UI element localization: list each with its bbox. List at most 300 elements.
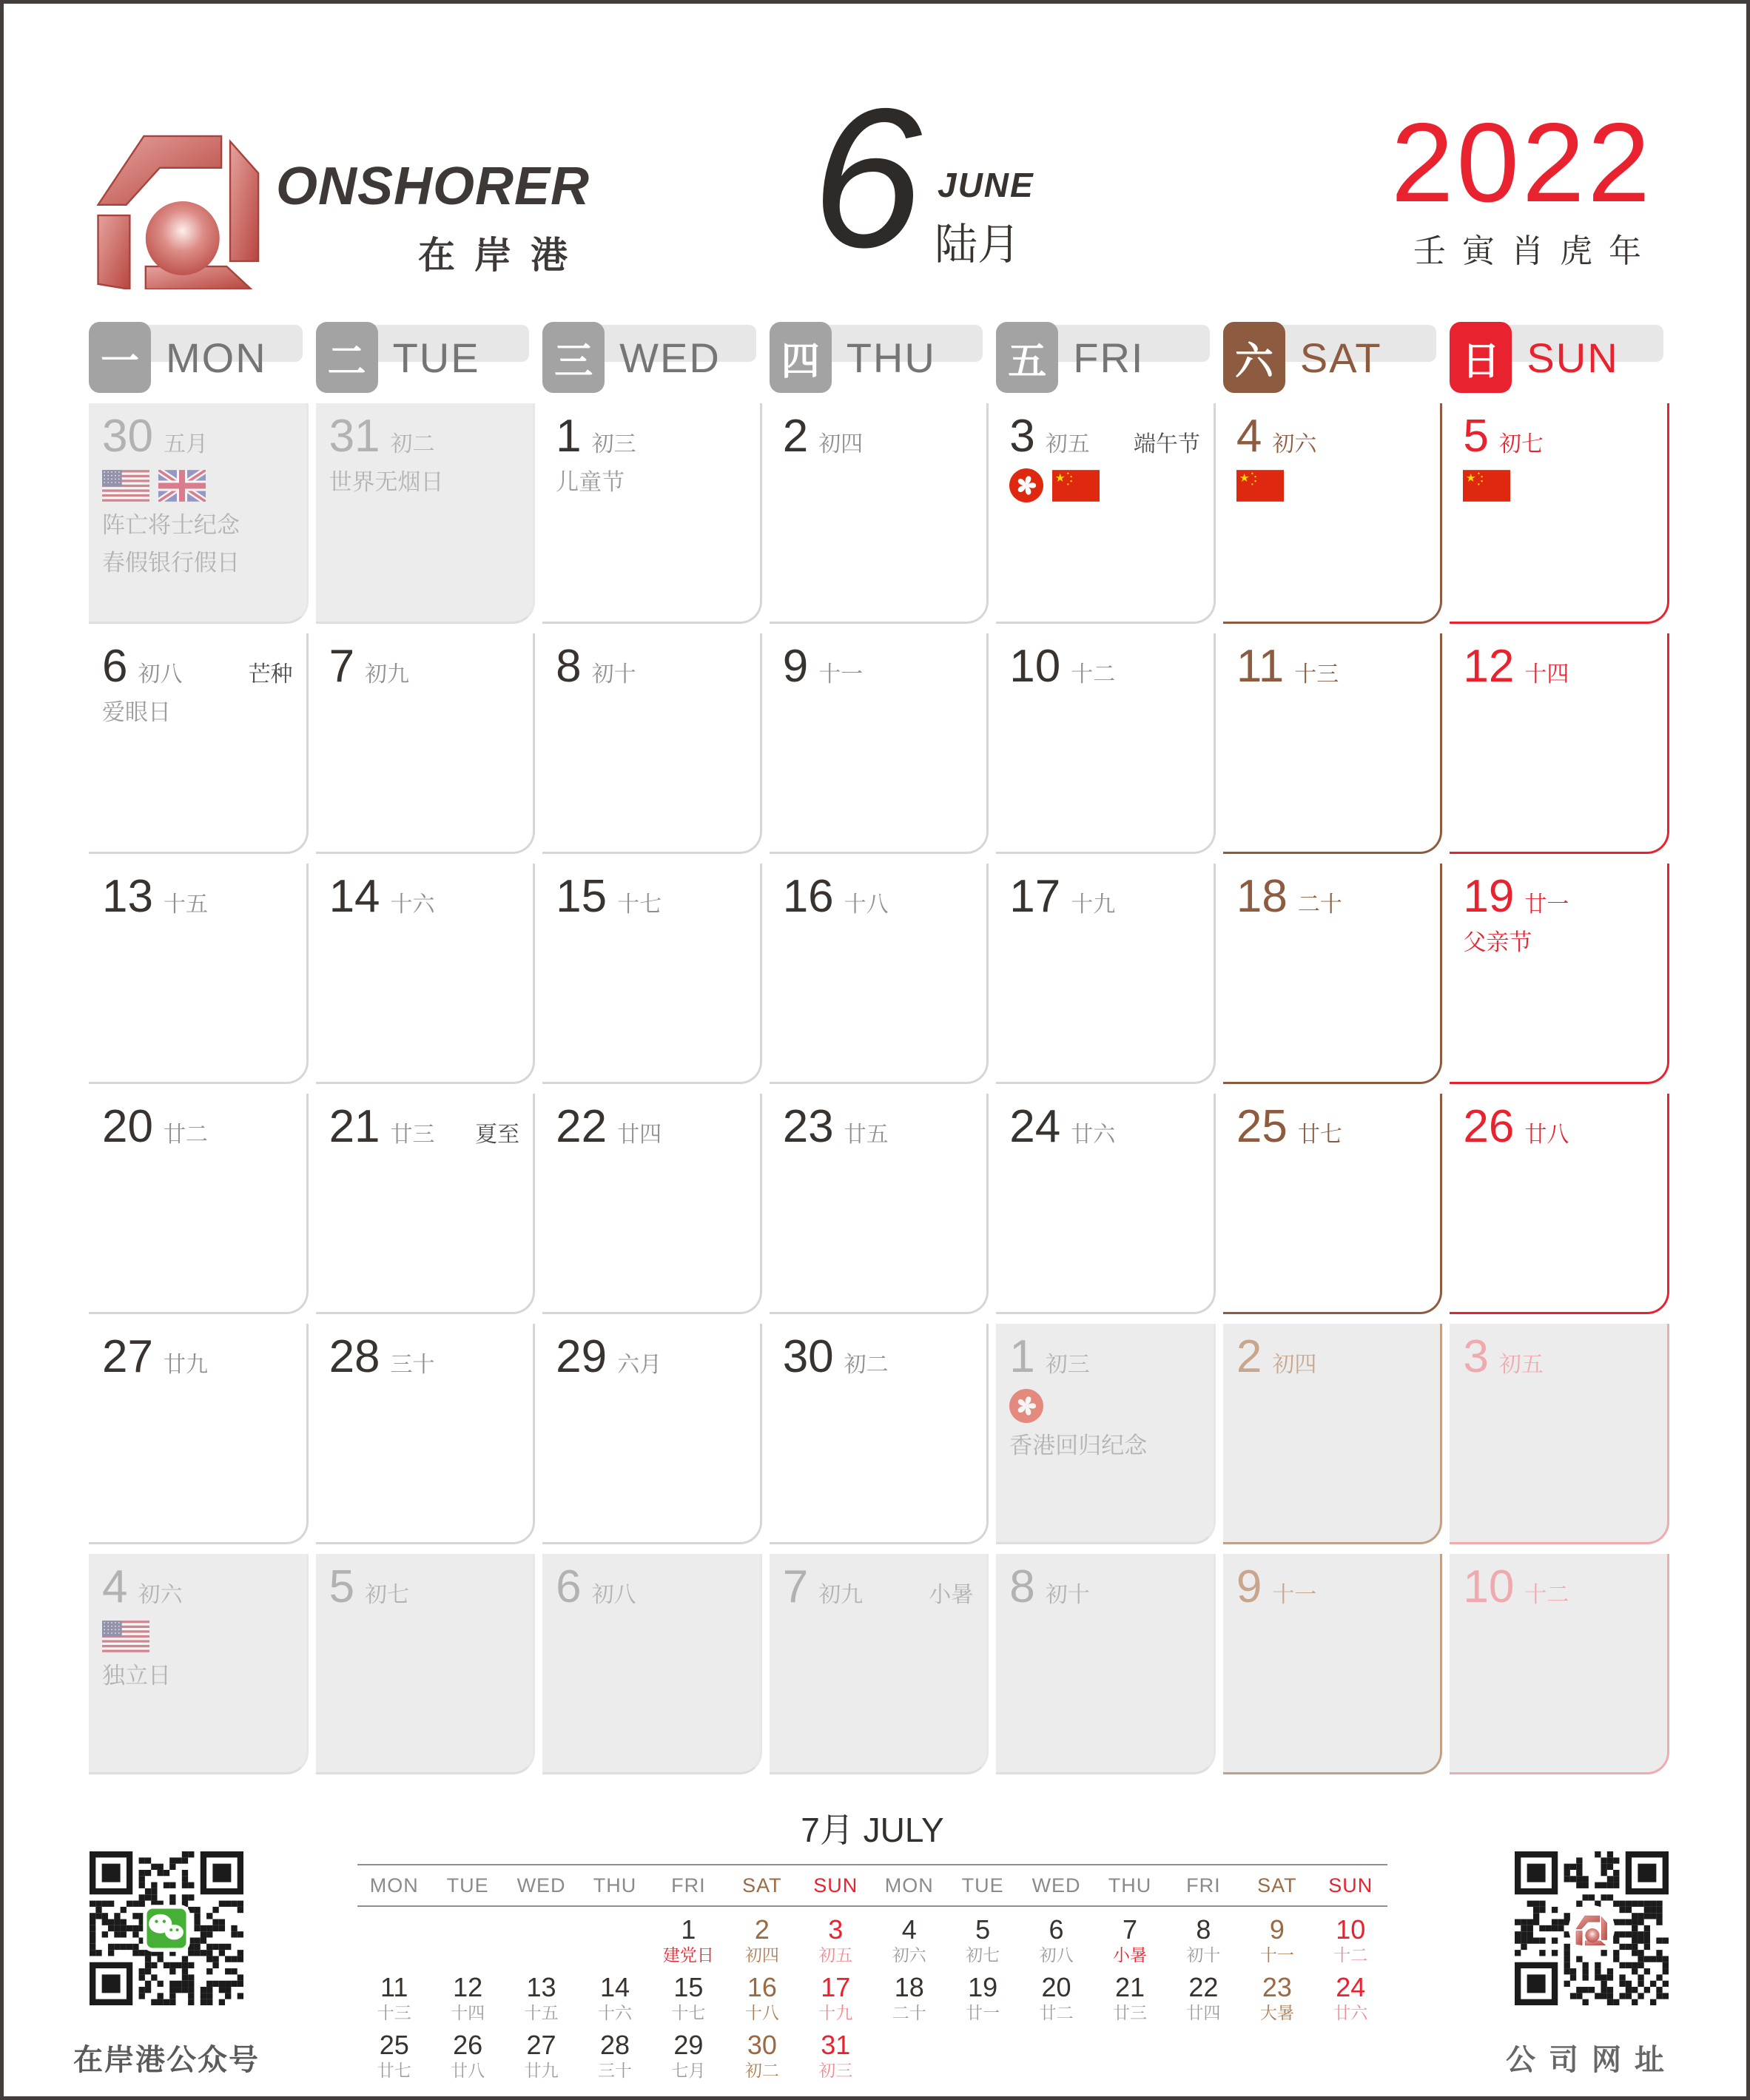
day-number: 3 [1009,411,1035,462]
mini-lunar-label: 十四 [451,2003,485,2022]
day-head [556,872,750,921]
mini-lunar-label: 大暑 [1259,2003,1294,2022]
day-number: 2 [1236,1331,1262,1382]
day-cell-10 [996,633,1216,854]
mini-day-number: 20 [1041,1972,1071,2002]
mini-day-cell-22 [1167,1971,1240,2028]
mini-day-number: 13 [526,1972,556,2002]
lunar-label: 初七 [1498,432,1544,457]
mini-calendar-row [357,2028,1387,2086]
mini-empty-cell [1240,2028,1313,2086]
day-head [1009,412,1203,460]
website-qr-image [1515,1851,1669,2005]
mini-lunar-label: 十五 [524,2003,559,2022]
mini-lunar-label: 初四 [744,1945,779,1965]
flag-row [1009,1388,1203,1424]
flag-row [1236,468,1430,503]
day-number: 27 [102,1331,153,1382]
holiday-label: 香港回归纪念 [1009,1433,1148,1459]
day-cell-12 [1450,633,1669,854]
mini-day-number: 11 [380,1972,408,2002]
day-head [1009,1333,1203,1381]
lunar-label: 初九 [818,1583,864,1607]
day-head [329,1103,523,1151]
day-number: 31 [329,411,380,462]
day-cell-1 [542,403,762,624]
mini-weekday-label: TUE [961,1874,1004,1897]
solar-term-label: 小暑 [929,1583,974,1607]
day-cell-14 [316,864,536,1084]
day-head [783,1103,977,1151]
day-cell-27 [89,1324,309,1544]
day-number: 9 [1236,1561,1262,1612]
day-cell-2 [1223,1324,1443,1544]
mini-day-cell-8 [1167,1913,1240,1971]
day-head [102,642,296,690]
mini-day-number: 21 [1114,1972,1145,2002]
day-cell-9 [770,633,989,854]
day-cell-31 [316,403,536,624]
day-cell-18 [1223,864,1443,1084]
day-cell-17 [996,864,1216,1084]
holiday-label: 阵亡将士纪念 [102,512,240,539]
mini-lunar-label: 初六 [892,1945,926,1965]
day-number: 29 [556,1331,608,1382]
mini-day-number: 2 [754,1914,770,1945]
day-cell-28 [316,1324,536,1544]
day-number: 25 [1236,1101,1288,1152]
lunar-label: 廿八 [1524,1123,1569,1147]
day-cell-13 [89,864,309,1084]
weekday-header-sat [1223,322,1443,393]
day-number: 4 [1236,411,1262,462]
day-cell-10 [1450,1554,1669,1774]
mini-calendar-row [357,1971,1387,2028]
mini-day-cell-4 [872,1913,946,1971]
weekday-label: SAT [1299,334,1382,381]
company-logo-icon [1569,1905,1615,1951]
mini-day-cell-12 [431,1971,504,2028]
month-number: 6 [812,67,923,289]
cn-flag-icon [1052,470,1100,502]
weekday-label: WED [619,334,721,381]
mini-weekday-label: MON [884,1874,934,1897]
weekday-label: THU [846,334,936,381]
day-number: 5 [329,1561,355,1612]
mini-weekday-label: SUN [1328,1874,1373,1897]
mini-day-cell-18 [872,1971,946,2028]
lunar-label: 十一 [818,662,864,687]
mini-day-cell-5 [946,1913,1019,1971]
mini-day-cell-10 [1314,1913,1387,1971]
mini-weekday-label: SAT [1257,1874,1297,1897]
mini-weekday-label: MON [369,1874,419,1897]
day-cell-21 [316,1094,536,1314]
wechat-qr-label: 在岸港公众号 [73,2044,260,2076]
mini-day-cell-30 [725,2028,798,2086]
day-cell-4 [1223,403,1443,624]
mini-day-number: 31 [821,2030,851,2060]
mini-day-number: 10 [1336,1914,1366,1945]
day-cell-5 [1450,403,1669,624]
day-number: 7 [329,641,355,692]
lunar-label: 初十 [1045,1583,1090,1607]
lunar-label: 初七 [365,1583,410,1607]
mini-weekday-label: FRI [671,1874,706,1897]
mini-day-cell-15 [652,1971,725,2028]
mini-day-cell-26 [431,2028,504,2086]
lunar-label: 初八 [138,662,183,687]
mini-lunar-label: 廿七 [377,2061,411,2080]
flag-row [102,1618,296,1654]
day-number: 21 [329,1101,380,1152]
lunar-label: 初五 [1045,432,1090,457]
mini-empty-cell [1093,2028,1166,2086]
day-cell-25 [1223,1094,1443,1314]
mini-empty-cell [946,2028,1019,2086]
lunar-label: 初三 [1045,1353,1090,1377]
day-number: 14 [329,871,380,922]
day-cell-30 [89,403,309,624]
day-number: 8 [556,641,582,692]
weekday-header-row [89,322,1669,393]
mini-lunar-label: 十七 [671,2003,706,2022]
lunar-label: 十八 [844,892,889,917]
lunar-label: 十六 [390,892,435,917]
day-head [1463,642,1657,690]
company-logo-icon [91,113,267,289]
weekday-cn-badge: 四 [770,322,832,393]
mini-day-cell-19 [946,1971,1019,2028]
holiday-label: 儿童节 [556,469,625,496]
day-head [329,1563,523,1611]
day-head [1463,872,1657,921]
mini-weekday-label: THU [1108,1874,1152,1897]
weekday-label: SUN [1527,334,1619,381]
mini-day-number: 27 [526,2030,556,2060]
flag-row [1009,468,1203,503]
calendar-grid [89,403,1669,1774]
day-cell-8 [542,633,762,854]
lunar-label: 初十 [591,662,636,687]
day-head [102,1333,296,1381]
lunar-label: 初四 [1272,1353,1317,1377]
day-cell-26 [1450,1094,1669,1314]
day-head [556,412,750,460]
lunar-label: 廿一 [1524,892,1569,917]
mini-empty-cell [431,1913,504,1971]
mini-day-cell-20 [1020,1971,1093,2028]
mini-day-cell-9 [1240,1913,1313,1971]
mini-lunar-label: 廿一 [966,2003,1000,2022]
day-number: 9 [782,641,809,692]
mini-lunar-label: 廿三 [1112,2003,1147,2022]
day-cell-9 [1223,1554,1443,1774]
mini-lunar-label: 小暑 [1112,1945,1147,1965]
day-number: 28 [329,1331,380,1382]
weekday-label: TUE [392,334,480,381]
day-number: 13 [102,871,153,922]
mini-day-number: 23 [1262,1972,1292,2002]
day-number: 18 [1236,871,1288,922]
mini-day-cell-17 [799,1971,872,2028]
day-head [1463,1103,1657,1151]
day-number: 6 [556,1561,582,1612]
day-head [102,1103,296,1151]
weekday-label: FRI [1073,334,1145,381]
cn-flag-icon [1236,470,1284,502]
mini-day-cell-2 [725,1913,798,1971]
uk-flag-icon [158,470,206,502]
weekday-cn-badge: 三 [542,322,605,393]
holiday-label: 世界无烟日 [329,469,444,496]
day-number: 23 [782,1101,834,1152]
weekday-header-fri [996,322,1216,393]
day-number: 10 [1463,1561,1515,1612]
mini-day-cell-23 [1240,1971,1313,2028]
day-head [329,642,523,690]
day-head [783,1563,977,1611]
lunar-label: 十九 [1071,892,1116,917]
day-cell-7 [770,1554,989,1774]
mini-lunar-label: 建党日 [662,1945,714,1965]
day-number: 12 [1463,641,1515,692]
day-head [1009,872,1203,921]
website-qr-label: 公司网址 [1506,2044,1677,2076]
lunar-label: 十五 [163,892,208,917]
day-cell-20 [89,1094,309,1314]
mini-lunar-label: 廿八 [451,2061,485,2080]
day-head [556,1103,750,1151]
lunar-label: 初五 [1498,1353,1544,1377]
holiday-label: 春假银行假日 [102,549,240,576]
lunar-label: 廿七 [1297,1123,1342,1147]
day-number: 17 [1009,871,1061,922]
mini-day-cell-27 [505,2028,578,2086]
day-cell-6 [89,633,309,854]
day-number: 20 [102,1101,153,1152]
lunar-label: 初六 [1272,432,1317,457]
mini-lunar-label: 廿六 [1333,2003,1368,2022]
day-head [1236,1103,1430,1151]
lunar-label: 廿六 [1071,1123,1116,1147]
lunar-label: 初四 [818,432,864,457]
solar-term-label: 夏至 [475,1123,520,1147]
mini-lunar-label: 十一 [1259,1945,1294,1965]
day-cell-30 [770,1324,989,1544]
lunar-label: 六月 [617,1353,662,1377]
lunar-label: 廿五 [844,1123,889,1147]
mini-day-number: 6 [1049,1914,1064,1945]
holiday-label: 爱眼日 [102,699,171,726]
day-number: 1 [1009,1331,1035,1382]
mini-lunar-label: 三十 [597,2061,632,2080]
year: 2022 [1390,100,1653,226]
day-number: 5 [1463,411,1489,462]
brand-name: ONSHORER [276,157,590,216]
mini-lunar-label: 七月 [671,2061,706,2080]
day-head [102,872,296,921]
mini-lunar-label: 初八 [1039,1945,1074,1965]
mini-calendar-rows [357,1913,1387,2086]
day-cell-29 [542,1324,762,1544]
lunar-label: 初二 [390,432,435,457]
mini-calendar-row [357,1913,1387,1971]
day-number: 15 [556,871,608,922]
solar-term-label: 芒种 [248,662,293,687]
flag-row [102,468,296,503]
day-number: 3 [1463,1331,1489,1382]
day-head [556,1563,750,1611]
weekday-label: MON [166,334,267,381]
mini-day-number: 17 [821,1972,851,2002]
next-month-mini-calendar [357,1803,1387,2086]
day-number: 8 [1009,1561,1035,1612]
mini-day-number: 12 [453,1972,483,2002]
day-head [783,872,977,921]
day-cell-22 [542,1094,762,1314]
lunar-label: 初六 [138,1583,183,1607]
day-number: 22 [556,1101,608,1152]
month-name-chinese: 陆月 [935,221,1021,269]
mini-weekday-label: WED [1032,1874,1081,1897]
lunar-label: 十三 [1294,662,1339,687]
day-head [783,642,977,690]
mini-lunar-label: 二十 [892,2003,926,2022]
day-cell-15 [542,864,762,1084]
weekday-header-tue [316,322,536,393]
day-head [329,412,523,460]
lunar-label: 初九 [365,662,410,687]
mini-day-number: 4 [901,1914,917,1945]
mini-day-number: 7 [1122,1914,1137,1945]
holiday-label: 父亲节 [1463,929,1532,956]
weekday-cn-badge: 五 [996,322,1058,393]
mini-day-number: 29 [673,2030,704,2060]
mini-day-number: 30 [747,2030,777,2060]
lunar-label: 十一 [1272,1583,1317,1607]
lunar-label: 五月 [163,432,208,457]
mini-day-number: 26 [453,2030,483,2060]
day-cell-11 [1223,633,1443,854]
day-number: 10 [1009,641,1061,692]
mini-day-cell-16 [725,1971,798,2028]
mini-weekday-label: SUN [813,1874,858,1897]
day-head [1463,412,1657,460]
mini-weekday-label: SAT [742,1874,782,1897]
brand-name-chinese: 在岸港 [418,235,587,276]
mini-day-cell-24 [1314,1971,1387,2028]
mini-empty-cell [1167,2028,1240,2086]
mini-lunar-label: 初十 [1186,1945,1221,1965]
mini-lunar-label: 初二 [744,2061,779,2080]
day-head [329,1333,523,1381]
day-head [1463,1563,1657,1611]
mini-day-number: 3 [828,1914,844,1945]
day-number: 7 [782,1561,809,1612]
lunar-label: 十二 [1524,1583,1569,1607]
mini-day-cell-11 [357,1971,431,2028]
mini-day-cell-29 [652,2028,725,2086]
mini-lunar-label: 初七 [966,1945,1000,1965]
lunar-label: 十二 [1071,662,1116,687]
mini-day-cell-21 [1093,1971,1166,2028]
lunar-label: 廿二 [163,1123,208,1147]
mini-lunar-label: 廿九 [524,2061,559,2080]
weekday-header-mon [89,322,309,393]
day-cell-5 [316,1554,536,1774]
weekday-cn-badge: 六 [1223,322,1285,393]
us-flag-icon [102,1621,149,1652]
day-cell-19 [1450,864,1669,1084]
mini-day-number: 16 [747,1972,777,2002]
mini-empty-cell [872,2028,946,2086]
mini-day-cell-7 [1093,1913,1166,1971]
lunar-label: 廿四 [617,1123,662,1147]
mini-day-cell-13 [505,1971,578,2028]
mini-day-cell-3 [799,1913,872,1971]
mini-lunar-label: 十六 [597,2003,632,2022]
mini-day-number: 19 [968,1972,998,2002]
mini-day-number: 22 [1188,1972,1219,2002]
day-cell-6 [542,1554,762,1774]
mini-title-cn: 7月 [801,1811,854,1849]
month-name-english: JUNE [938,166,1034,204]
mini-day-number: 25 [379,2030,409,2060]
year-zodiac-label: 壬寅肖虎年 [1413,233,1658,269]
mini-day-cell-25 [357,2028,431,2086]
day-head [102,412,296,460]
wechat-qr-image [90,1851,243,2005]
weekday-cn-badge: 二 [316,322,378,393]
mini-empty-cell [1020,2028,1093,2086]
day-number: 16 [782,871,834,922]
hk-flag-icon [1009,1389,1043,1423]
lunar-label: 初三 [591,432,636,457]
wechat-icon [145,1907,188,1950]
day-cell-3 [996,403,1216,624]
day-number: 2 [782,411,809,462]
mini-lunar-label: 十八 [744,2003,779,2022]
lunar-label: 廿三 [390,1123,435,1147]
day-head [102,1563,296,1611]
weekday-cn-badge: 一 [89,322,151,393]
mini-calendar-title [357,1803,1387,1852]
mini-lunar-label: 十二 [1333,1945,1368,1965]
day-head [1463,1333,1657,1381]
day-cell-7 [316,633,536,854]
day-number: 30 [102,411,153,462]
mini-lunar-label: 十九 [818,2003,853,2022]
mini-day-number: 9 [1269,1914,1285,1945]
solar-term-label: 端午节 [1133,432,1200,457]
mini-day-number: 18 [894,1972,924,2002]
day-head [1236,642,1430,690]
day-head [1009,1563,1203,1611]
day-number: 19 [1463,871,1515,922]
lunar-label: 初八 [591,1583,636,1607]
day-head [556,1333,750,1381]
day-number: 1 [556,411,582,462]
mini-empty-cell [1314,2028,1387,2086]
day-head [329,872,523,921]
mini-empty-cell [505,1913,578,1971]
lunar-label: 十七 [617,892,662,917]
weekday-header-wed [542,322,762,393]
day-number: 11 [1236,641,1285,692]
weekday-header-thu [770,322,989,393]
day-number: 30 [782,1331,834,1382]
